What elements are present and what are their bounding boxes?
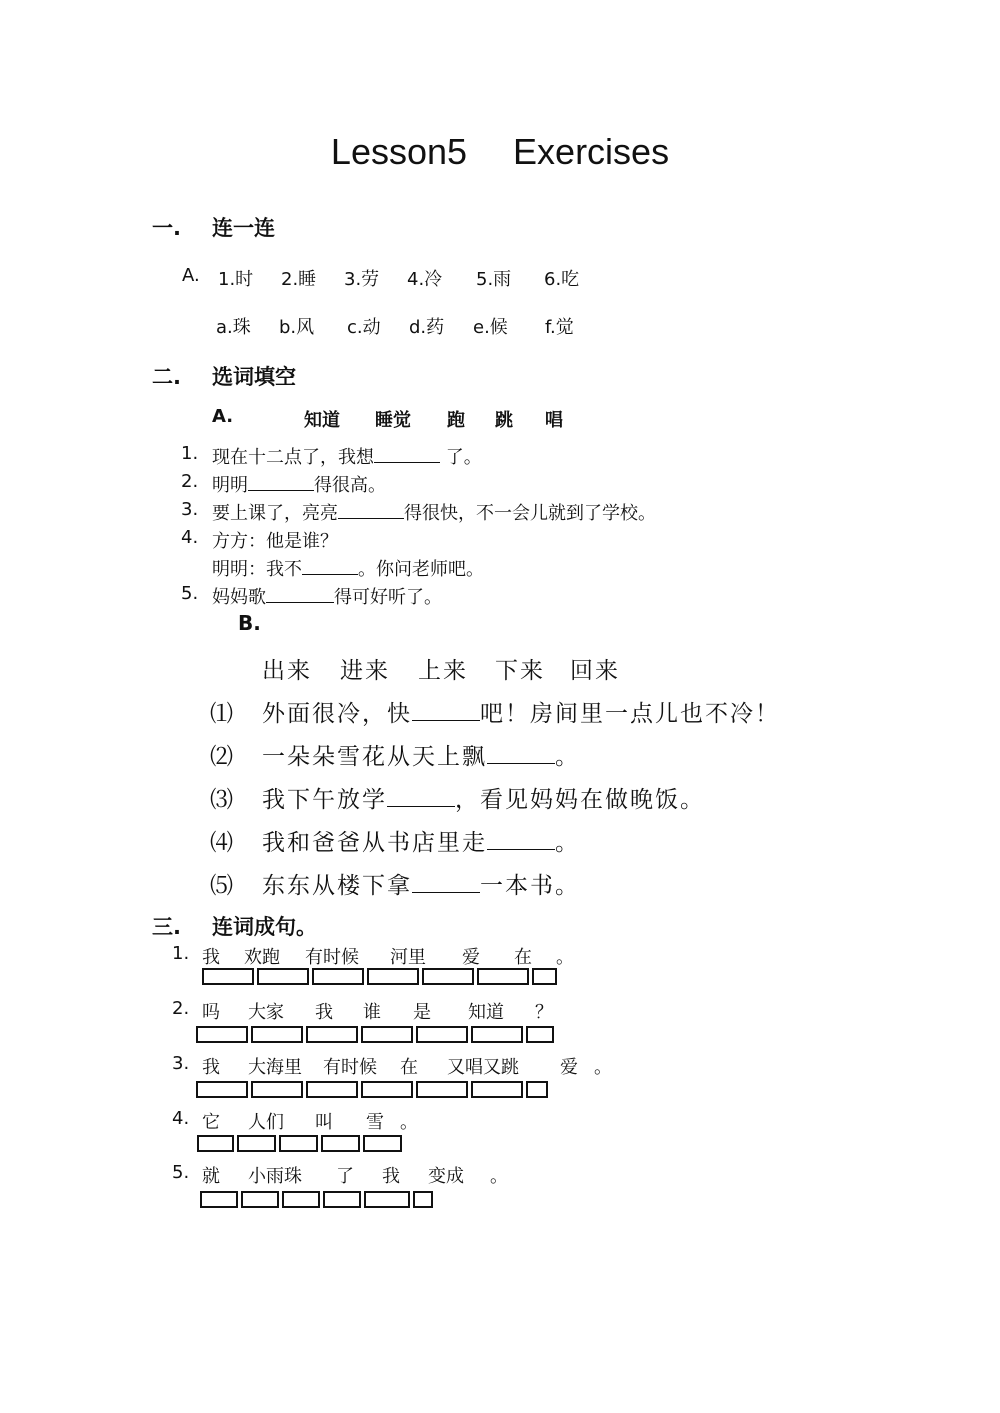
question-number: 4. [181, 527, 199, 548]
question-number: 5. [181, 583, 199, 604]
match-item: 1.时 [218, 269, 254, 290]
fill-blank[interactable] [412, 704, 480, 721]
scrambled-word: 欢跑 [244, 947, 280, 968]
scrambled-word: 小雨珠 [248, 1166, 302, 1187]
scrambled-word: 知道 [468, 1002, 504, 1023]
section-1-number: 一. [152, 216, 181, 240]
fill-blank[interactable] [374, 446, 440, 463]
word-bank-item: 进来 [340, 658, 390, 684]
match-option: a.珠 [216, 317, 251, 338]
scrambled-word: 谁 [363, 1002, 381, 1023]
question-number: 1. [181, 443, 199, 464]
match-item: 4.冷 [407, 269, 443, 290]
answer-box[interactable] [196, 1026, 248, 1043]
scrambled-word: 它 [202, 1112, 220, 1133]
scrambled-word: 人们 [248, 1112, 284, 1133]
fill-blank[interactable] [412, 876, 480, 893]
answer-box[interactable] [416, 1081, 468, 1098]
match-option: b.风 [279, 317, 315, 338]
answer-box-row [196, 1081, 551, 1098]
part-a-label: A. [212, 406, 234, 427]
question-number: ⑸ [210, 873, 235, 899]
answer-box[interactable] [312, 968, 364, 985]
answer-box[interactable] [363, 1135, 402, 1152]
scrambled-word: 爱 [560, 1057, 578, 1078]
answer-box[interactable] [416, 1026, 468, 1043]
question-line [212, 471, 386, 497]
question-number: 4. [172, 1108, 190, 1129]
question-text: 。你问老师吧。 [358, 559, 484, 580]
question-text: 。 [555, 830, 580, 856]
section-3-number: 三. [152, 915, 181, 939]
fill-blank[interactable] [302, 558, 358, 575]
answer-box[interactable] [323, 1191, 361, 1208]
section-2-heading: 选词填空 [212, 365, 296, 389]
scrambled-word: 我 [315, 1002, 333, 1023]
answer-box[interactable] [196, 1081, 248, 1098]
word-bank-item: 唱 [545, 410, 563, 431]
match-item: 2.睡 [281, 269, 317, 290]
answer-box[interactable] [257, 968, 309, 985]
question-number: 3. [172, 1053, 190, 1074]
question-text: 方方：他是谁？ [212, 531, 338, 552]
answer-box-row [202, 968, 560, 985]
question-text: 吧！房间里一点儿也不冷！ [480, 701, 780, 727]
word-bank-item: 回来 [570, 658, 620, 684]
answer-box[interactable] [282, 1191, 320, 1208]
answer-box[interactable] [306, 1081, 358, 1098]
scrambled-word: 。 [556, 947, 574, 968]
answer-box[interactable] [477, 968, 529, 985]
answer-box[interactable] [306, 1026, 358, 1043]
answer-box[interactable] [471, 1026, 523, 1043]
answer-box-row [196, 1026, 557, 1043]
question-text: 妈妈歌 [212, 587, 266, 608]
match-row-a-label: A. [182, 265, 200, 286]
question-text: 一本书。 [480, 873, 580, 899]
question-text: 外面很冷，快 [262, 701, 412, 727]
answer-box[interactable] [200, 1191, 238, 1208]
answer-box[interactable] [364, 1191, 410, 1208]
question-text: 了。 [440, 447, 482, 468]
answer-box[interactable] [251, 1026, 303, 1043]
word-bank-item: 上来 [418, 658, 468, 684]
question-line [212, 555, 484, 581]
answer-box[interactable] [202, 968, 254, 985]
answer-box[interactable] [422, 968, 474, 985]
question-text: 我和爸爸从书店里走 [262, 830, 487, 856]
match-item: 3.劳 [344, 269, 380, 290]
question-line [262, 695, 780, 728]
question-number: 2. [172, 998, 190, 1019]
answer-box[interactable] [279, 1135, 318, 1152]
question-text: 得很快，不一会儿就到了学校。 [404, 503, 656, 524]
word-bank-item: 知道 [304, 410, 340, 431]
question-number: ⑶ [210, 787, 235, 813]
answer-box[interactable] [471, 1081, 523, 1098]
answer-box[interactable] [532, 968, 557, 985]
section-3-heading: 连词成句。 [212, 915, 317, 939]
question-number: ⑷ [210, 830, 235, 856]
question-text: 明明：我不 [212, 559, 302, 580]
section-2-number: 二. [152, 365, 181, 389]
answer-box[interactable] [413, 1191, 433, 1208]
word-bank-item: 睡觉 [375, 410, 411, 431]
scrambled-word: 有时候 [305, 947, 359, 968]
question-line [212, 583, 442, 609]
word-bank-item: 出来 [262, 658, 312, 684]
question-line [212, 499, 656, 525]
question-text: 得可好听了。 [334, 587, 442, 608]
section-1-heading: 连一连 [212, 216, 275, 240]
scrambled-word: 。 [594, 1057, 612, 1078]
scrambled-word: 又唱又跳 [447, 1057, 519, 1078]
scrambled-word: 有时候 [323, 1057, 377, 1078]
answer-box[interactable] [361, 1026, 413, 1043]
question-line [212, 443, 482, 469]
scrambled-word: 是 [413, 1002, 431, 1023]
scrambled-word: 。 [490, 1166, 508, 1187]
question-number: ⑴ [210, 701, 235, 727]
answer-box[interactable] [237, 1135, 276, 1152]
question-text: 明明 [212, 475, 248, 496]
question-text: 现在十二点了，我想 [212, 447, 374, 468]
scrambled-word: 。 [400, 1112, 418, 1133]
match-option: c.动 [347, 317, 381, 338]
question-text: 我下午放学 [262, 787, 387, 813]
scrambled-word: 我 [202, 947, 220, 968]
fill-blank[interactable] [248, 474, 314, 491]
fill-blank[interactable] [387, 790, 455, 807]
match-option: d.药 [409, 317, 445, 338]
scrambled-word: 雪 [366, 1112, 384, 1133]
match-item: 6.吃 [544, 269, 580, 290]
question-number: ⑵ [210, 744, 235, 770]
question-text: 要上课了，亮亮 [212, 503, 338, 524]
scrambled-word: 河里 [390, 947, 426, 968]
scrambled-word: 在 [400, 1057, 418, 1078]
answer-box[interactable] [526, 1081, 548, 1098]
question-line [262, 867, 580, 900]
scrambled-word: 爱 [462, 947, 480, 968]
question-number: 3. [181, 499, 199, 520]
fill-blank[interactable] [338, 502, 404, 519]
question-text: 得很高。 [314, 475, 386, 496]
question-number: 1. [172, 943, 190, 964]
scrambled-word: 大家 [248, 1002, 284, 1023]
scrambled-word: 了 [336, 1166, 354, 1187]
page-title: Lesson5 Exercises [330, 131, 670, 172]
answer-box[interactable] [251, 1081, 303, 1098]
question-line [262, 781, 705, 814]
scrambled-word: 在 [514, 947, 532, 968]
part-b-label: B. [238, 611, 261, 635]
question-text: 东东从楼下拿 [262, 873, 412, 899]
word-bank-item: 跳 [495, 410, 513, 431]
answer-box[interactable] [321, 1135, 360, 1152]
question-number: 5. [172, 1162, 190, 1183]
answer-box[interactable] [197, 1135, 234, 1152]
answer-box[interactable] [367, 968, 419, 985]
question-line [262, 738, 580, 771]
answer-box[interactable] [241, 1191, 279, 1208]
fill-blank[interactable] [266, 586, 334, 603]
question-text: 。 [555, 744, 580, 770]
fill-blank[interactable] [487, 747, 555, 764]
scrambled-word: 大海里 [248, 1057, 302, 1078]
answer-box-row [200, 1191, 436, 1208]
question-line [262, 824, 580, 857]
word-bank-item: 下来 [495, 658, 545, 684]
question-number: 2. [181, 471, 199, 492]
scrambled-word: 叫 [315, 1112, 333, 1133]
match-item: 5.雨 [476, 269, 512, 290]
scrambled-word: 我 [202, 1057, 220, 1078]
fill-blank[interactable] [487, 833, 555, 850]
scrambled-word: 变成 [428, 1166, 464, 1187]
answer-box-row [197, 1135, 405, 1152]
scrambled-word: 吗 [202, 1002, 220, 1023]
match-option: e.候 [473, 317, 508, 338]
question-text: ，看见妈妈在做晚饭。 [455, 787, 705, 813]
word-bank-item: 跑 [447, 410, 465, 431]
answer-box[interactable] [361, 1081, 413, 1098]
scrambled-word: 就 [202, 1166, 220, 1187]
scrambled-word: 我 [382, 1166, 400, 1187]
answer-box[interactable] [526, 1026, 554, 1043]
scrambled-word: ？ [535, 1002, 553, 1023]
question-text: 一朵朵雪花从天上飘 [262, 744, 487, 770]
match-option: f.觉 [545, 317, 574, 338]
